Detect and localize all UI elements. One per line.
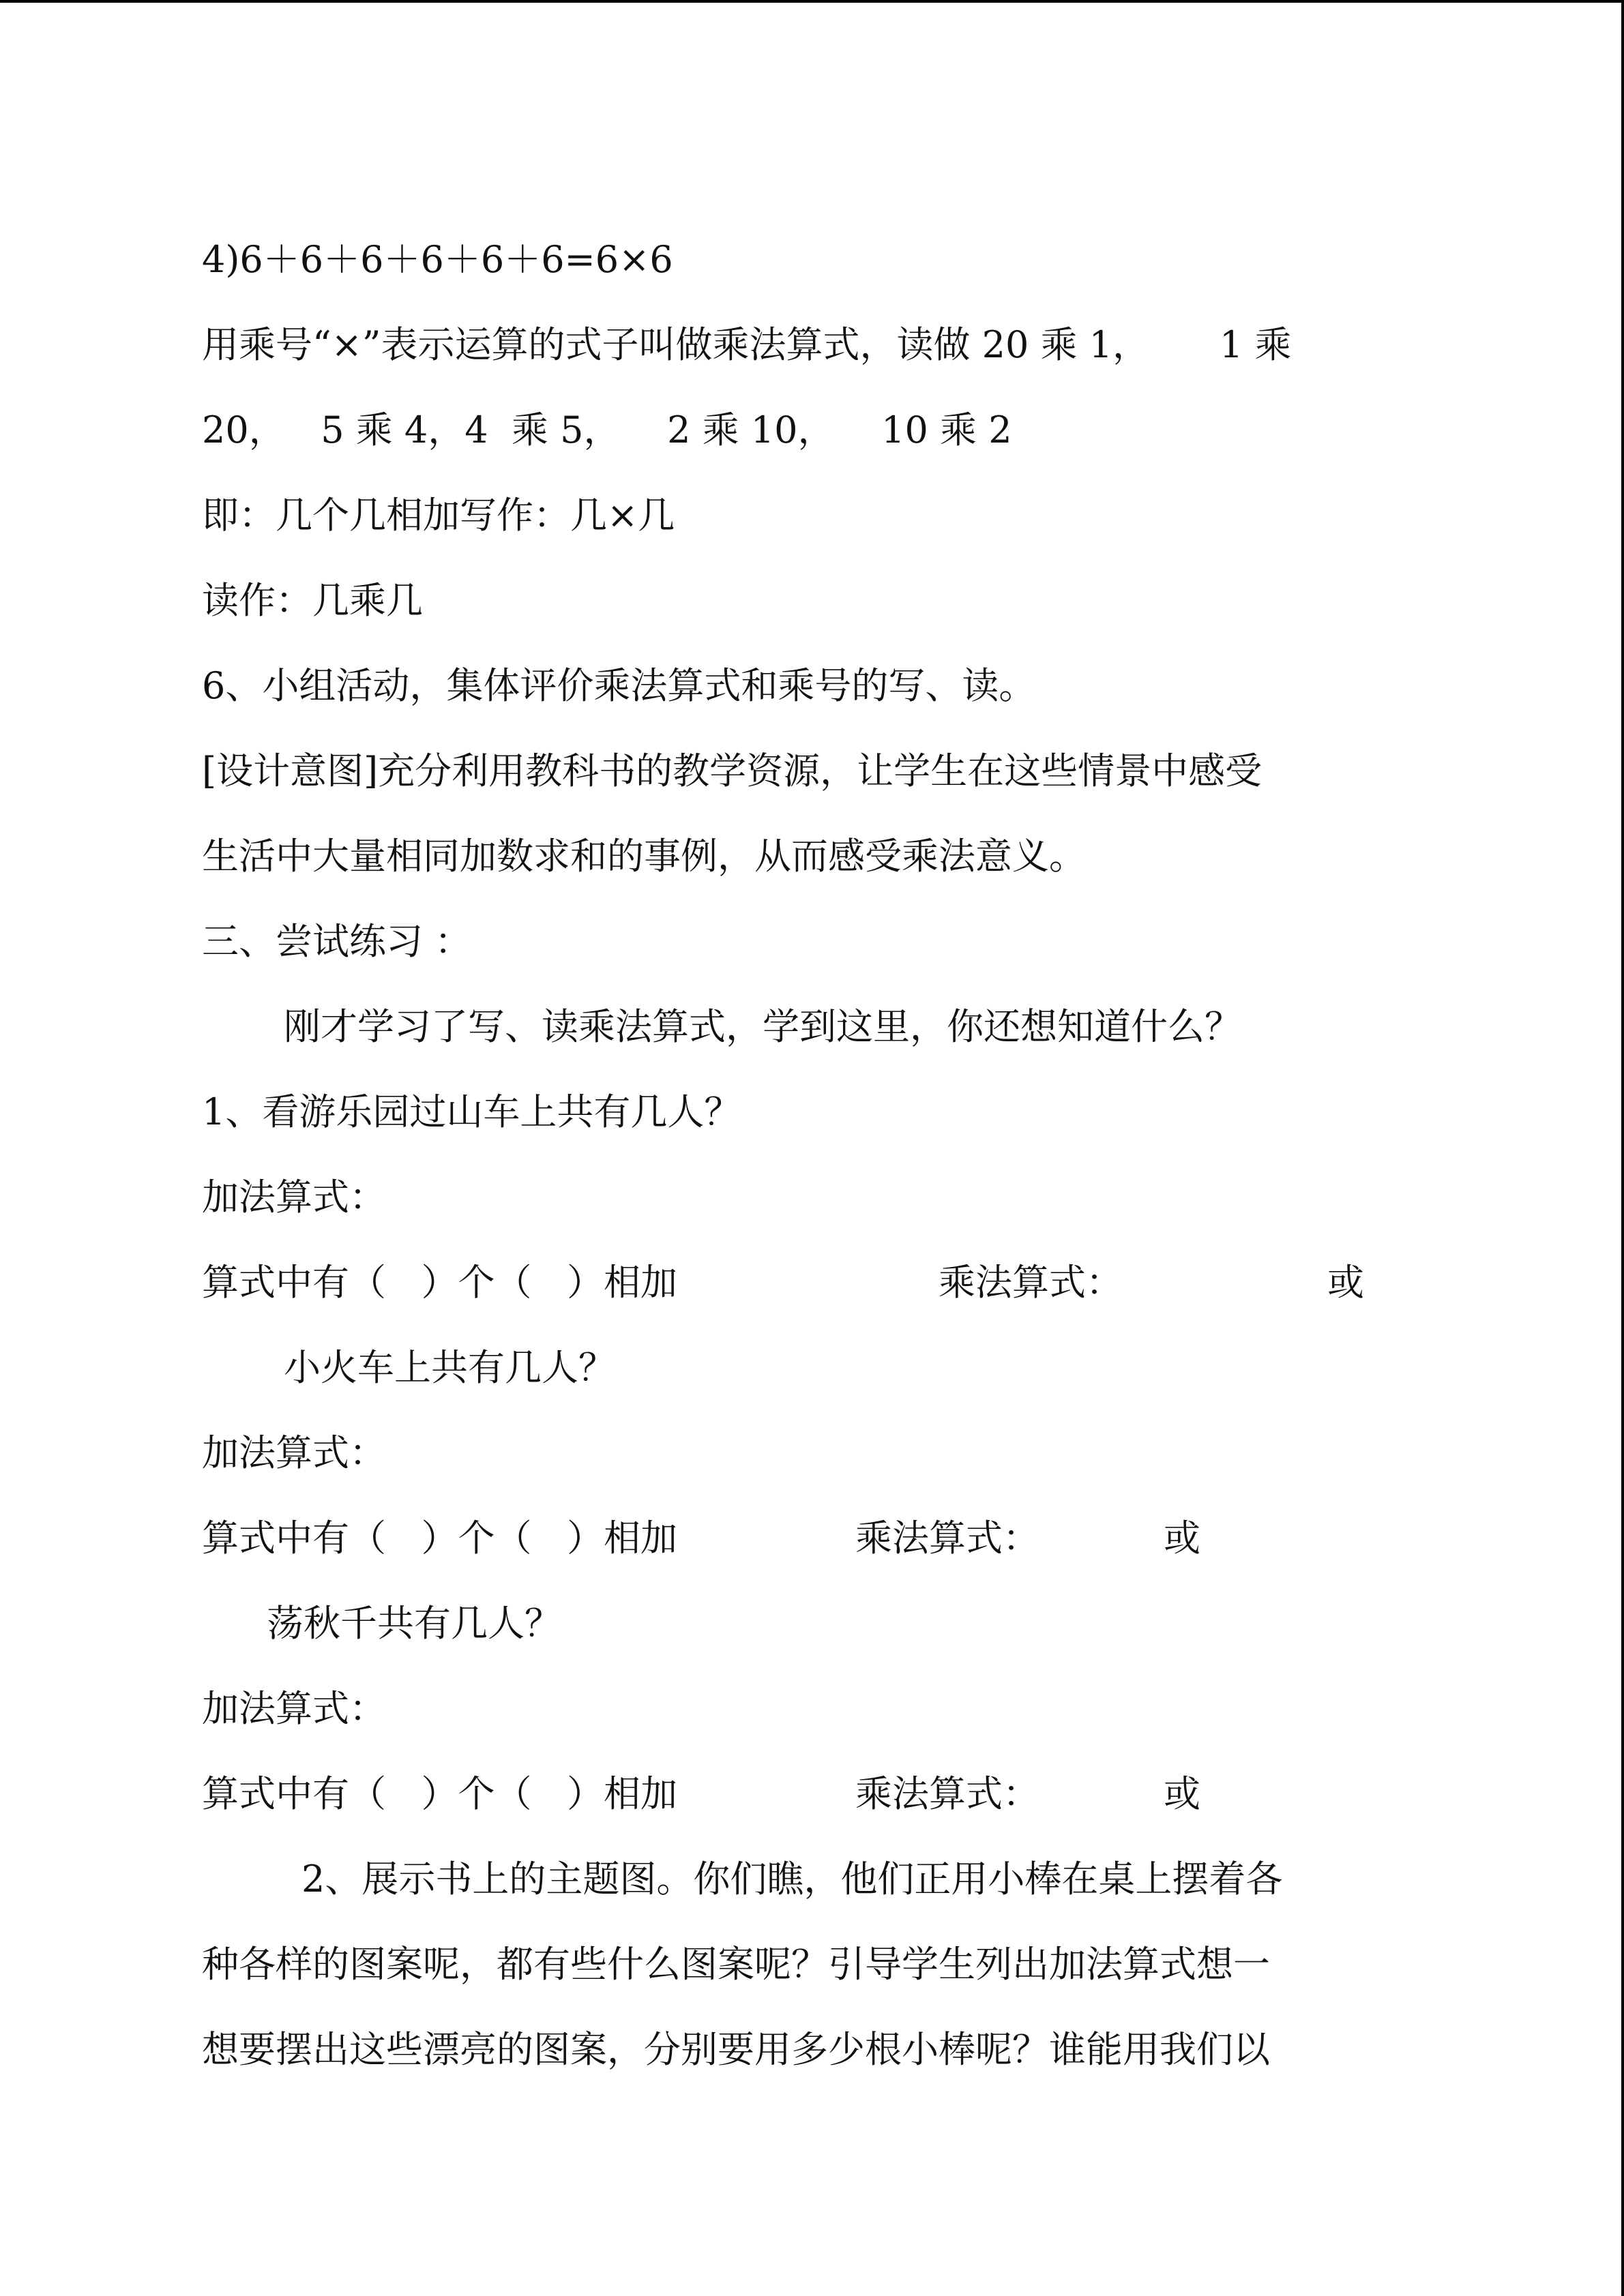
text-line-17 — [202, 1581, 1430, 1666]
label-text: 加法算式： — [202, 1176, 386, 1219]
question-text: 1、看游乐园过山车上共有几人？ — [202, 1090, 741, 1133]
label-text: 或 — [1164, 1517, 1200, 1560]
document-body — [202, 217, 1430, 2092]
text-line-7 — [202, 728, 1430, 814]
label-text: 加法算式： — [202, 1687, 386, 1730]
text-line-14 — [202, 1325, 1430, 1410]
paragraph-text: [设计意图]充分利用教科书的教学资源，让学生在这些情景中感受 — [202, 749, 1263, 792]
fill-blank-text: 算式中有（ ）个（ ）相加 — [202, 1772, 677, 1815]
paragraph-text: 生活中大量相同加数求和的事例，从而感受乘法意义。 — [202, 835, 1086, 878]
label-text: 或 — [1327, 1261, 1364, 1304]
section-heading — [202, 899, 1430, 984]
text-line-15 — [202, 1410, 1430, 1495]
question-text: 小火车上共有几人？ — [284, 1346, 615, 1389]
text-line-12 — [202, 1154, 1430, 1240]
text-line-20 — [202, 1836, 1430, 1922]
text-line-5 — [202, 558, 1430, 643]
paragraph-text: 想要摆出这些漂亮的图案，分别要用多少根小棒呢？谁能用我们以 — [202, 2028, 1270, 2071]
text-line-4 — [202, 473, 1430, 558]
text-line-22 — [202, 2007, 1430, 2092]
text-line-6 — [202, 643, 1430, 728]
text-line-16 — [202, 1495, 1430, 1581]
text-line-3 — [202, 387, 1430, 473]
fill-blank-text: 算式中有（ ）个（ ）相加 — [202, 1517, 677, 1560]
question-text: 荡秋千共有几人？ — [267, 1602, 561, 1645]
heading-text: 三、尝试练习 ： — [202, 920, 472, 963]
label-text: 乘法算式： — [939, 1261, 1123, 1304]
text-line-19 — [202, 1751, 1430, 1836]
label-text: 乘法算式： — [855, 1772, 1039, 1815]
text-line-21 — [202, 1922, 1430, 2007]
paragraph-text: 20， 5 乘 4，4 乘 5， 2 乘 10， 10 乘 2 — [202, 408, 1012, 451]
page-border-right — [1621, 0, 1624, 2296]
text-line-13 — [202, 1240, 1430, 1325]
label-text: 或 — [1164, 1772, 1200, 1815]
equation-text: 4)6＋6＋6＋6＋6＋6=6×6 — [202, 238, 673, 281]
paragraph-text: 种各样的图案呢，都有些什么图案呢？引导学生列出加法算式想一 — [202, 1943, 1270, 1986]
paragraph-text: 读作：几乘几 — [202, 579, 423, 622]
label-text: 加法算式： — [202, 1431, 386, 1474]
paragraph-text: 用乘号“×”表示运算的式子叫做乘法算式，读做 20 乘 1， 1 乘 — [202, 323, 1292, 366]
paragraph-text: 2、展示书上的主题图。你们瞧，他们正用小棒在桌上摆着各 — [301, 1858, 1283, 1900]
paragraph-text: 刚才学习了写、读乘法算式，学到这里，你还想知道什么？ — [284, 1005, 1241, 1048]
text-line-2 — [202, 302, 1430, 387]
text-line-11 — [202, 1069, 1430, 1154]
text-line-8 — [202, 814, 1430, 899]
page-border-top — [0, 0, 1624, 3]
paragraph-text: 6、小组活动，集体评价乘法算式和乘号的写、读。 — [202, 664, 1036, 707]
text-line-18 — [202, 1666, 1430, 1751]
text-line-10 — [202, 984, 1430, 1069]
label-text: 乘法算式： — [855, 1517, 1039, 1560]
text-line-1 — [202, 217, 1430, 302]
fill-blank-text: 算式中有（ ）个（ ）相加 — [202, 1261, 677, 1304]
paragraph-text: 即：几个几相加写作：几×几 — [202, 494, 675, 537]
